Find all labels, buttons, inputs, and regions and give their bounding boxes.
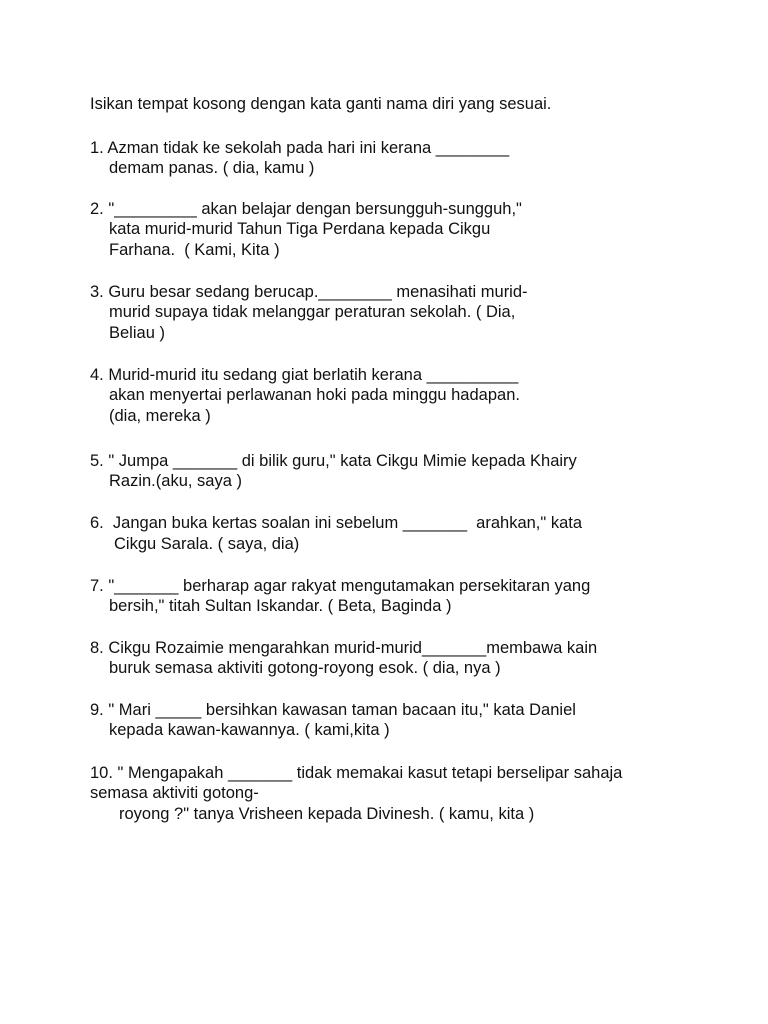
question-2-line-3: Farhana. ( Kami, Kita ) <box>109 241 280 259</box>
question-7-line-1: 7. "_______ berharap agar rakyat mengutamakan persekitaran yang <box>90 577 591 595</box>
question-3-line-3: Beliau ) <box>109 324 165 342</box>
question-2-line-2: kata murid-murid Tahun Tiga Perdana kepada Cikgu <box>109 220 491 238</box>
question-8-line-1: 8. Cikgu Rozaimie mengarahkan murid-murid_______membawa kain <box>90 639 598 657</box>
question-3-line-1: 3. Guru besar sedang berucap.________ menasihati murid- <box>90 283 528 301</box>
question-10-line-3: royong ?" tanya Vrisheen kepada Divinesh. ( kamu, kita ) <box>119 805 535 823</box>
question-5-line-1: 5. " Jumpa _______ di bilik guru," kata Cikgu Mimie kepada Khairy <box>90 452 577 470</box>
question-8-line-2: buruk semasa aktiviti gotong-royong esok. ( dia, nya ) <box>109 659 501 677</box>
instruction: Isikan tempat kosong dengan kata ganti nama diri yang sesuai. <box>90 95 552 113</box>
question-10-line-1: 10. " Mengapakah _______ tidak memakai kasut tetapi berselipar sahaja <box>90 764 623 782</box>
question-9-line-1: 9. " Mari _____ bersihkan kawasan taman bacaan itu," kata Daniel <box>90 701 576 719</box>
question-2-line-1: 2. "_________ akan belajar dengan bersungguh-sungguh," <box>90 200 522 218</box>
question-4-line-1: 4. Murid-murid itu sedang giat berlatih kerana __________ <box>90 366 519 384</box>
question-1-line-2: demam panas. ( dia, kamu ) <box>109 159 315 177</box>
question-4-line-3: (dia, mereka ) <box>109 407 211 425</box>
question-6-line-1: 6. Jangan buka kertas soalan ini sebelum _______ arahkan," kata <box>90 514 583 532</box>
question-10-line-2: semasa aktiviti gotong- <box>90 784 259 802</box>
question-4-line-2: akan menyertai perlawanan hoki pada minggu hadapan. <box>109 386 520 404</box>
question-5-line-2: Razin.(aku, saya ) <box>109 472 242 490</box>
question-3-line-2: murid supaya tidak melanggar peraturan sekolah. ( Dia, <box>109 303 516 321</box>
question-6-line-2: Cikgu Sarala. ( saya, dia) <box>114 535 300 553</box>
question-1-line-1: 1. Azman tidak ke sekolah pada hari ini kerana ________ <box>90 139 510 157</box>
question-7-line-2: bersih," titah Sultan Iskandar. ( Beta, Baginda ) <box>109 597 452 615</box>
question-9-line-2: kepada kawan-kawannya. ( kami,kita ) <box>109 721 390 739</box>
